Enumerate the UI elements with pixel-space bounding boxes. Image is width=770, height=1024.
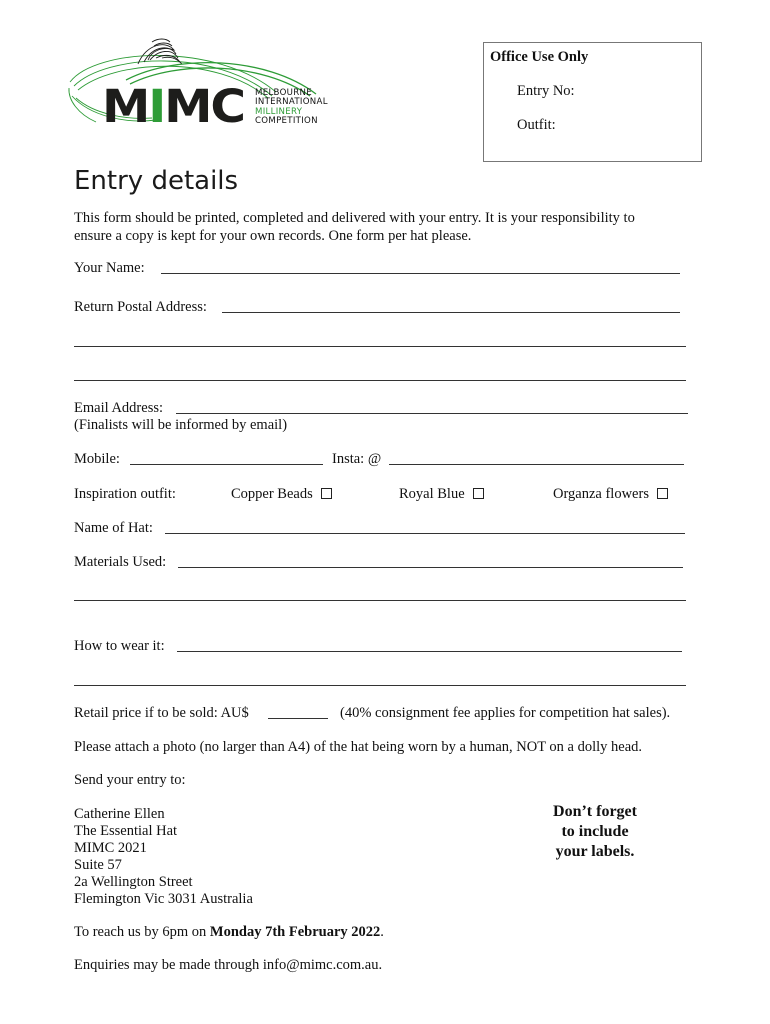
office-use-title: Office Use Only: [490, 49, 589, 65]
logo-line-competition: COMPETITION: [255, 115, 318, 126]
option-copper-beads-label: Copper Beads: [231, 486, 313, 502]
mobile-label: Mobile:: [74, 451, 120, 467]
royal-blue-checkbox[interactable]: [473, 488, 484, 499]
insta-input-line[interactable]: [389, 464, 684, 465]
insta-label: Insta: @: [332, 451, 382, 467]
materials-label: Materials Used:: [74, 554, 167, 570]
labels-reminder: [540, 802, 650, 862]
address-label: Return Postal Address:: [74, 299, 207, 315]
option-organza-flowers-label: Organza flowers: [553, 486, 649, 502]
price-note: (40% consignment fee applies for competition hat sales).: [340, 705, 671, 721]
logo-line-millinery: MILLINERY: [255, 106, 303, 117]
email-label: Email Address:: [74, 400, 164, 416]
logo-line-melbourne: MELBOURNE: [255, 88, 312, 98]
address-line: Suite 57: [74, 857, 122, 873]
reminder-line: Don’t forget: [553, 803, 637, 820]
copper-beads-checkbox[interactable]: [321, 488, 332, 499]
option-copper-beads[interactable]: [231, 486, 332, 503]
deadline-suffix: .: [380, 924, 384, 940]
price-input-line[interactable]: [268, 718, 328, 719]
hat-name-input-line[interactable]: [165, 533, 685, 534]
address-line: Flemington Vic 3031 Australia: [74, 891, 253, 907]
option-organza-flowers[interactable]: [553, 486, 668, 503]
mailing-address: [74, 806, 253, 908]
option-royal-blue[interactable]: [399, 486, 484, 503]
wear-input-line-2[interactable]: [74, 685, 686, 686]
page-title: Entry details: [74, 166, 239, 196]
address-line: The Essential Hat: [74, 823, 178, 839]
mimc-logo: [66, 36, 336, 132]
send-to-heading: Send your entry to:: [74, 772, 186, 788]
inspiration-label: Inspiration outfit:: [74, 486, 176, 502]
office-outfit-label: Outfit:: [517, 117, 556, 133]
mobile-input-line[interactable]: [130, 464, 323, 465]
intro-line-1: This form should be printed, completed and delivered with your entry. It is your responsibility to: [74, 210, 635, 226]
address-input-line-2[interactable]: [74, 346, 686, 347]
option-royal-blue-label: Royal Blue: [399, 486, 465, 502]
reminder-line: your labels.: [555, 843, 635, 860]
enquiries-text: Enquiries may be made through info@mimc.com.au.: [74, 957, 383, 973]
office-entry-no-label: Entry No:: [517, 83, 575, 99]
organza-flowers-checkbox[interactable]: [657, 488, 668, 499]
price-label: Retail price if to be sold: AU$: [74, 705, 249, 721]
wear-input-line-1[interactable]: [177, 651, 682, 652]
photo-note: Please attach a photo (no larger than A4) of the hat being worn by a human, NOT on a dolly head.: [74, 739, 643, 755]
deadline-text: [74, 924, 384, 941]
address-input-line-3[interactable]: [74, 380, 686, 381]
hat-name-label: Name of Hat:: [74, 520, 153, 536]
logo-mimc-text: [102, 80, 244, 133]
address-line: 2a Wellington Street: [74, 874, 193, 890]
deadline-date: Monday 7th February 2022: [209, 924, 381, 940]
address-input-line-1[interactable]: [222, 312, 680, 313]
reminder-line: to include: [561, 823, 629, 840]
logo-mimc-m2: M: [164, 80, 211, 133]
name-label: Your Name:: [74, 260, 145, 276]
logo-subtitle: [255, 89, 328, 126]
intro-line-2: ensure a copy is kept for your own records. One form per hat please.: [74, 228, 472, 244]
wear-label: How to wear it:: [74, 638, 165, 654]
materials-input-line-1[interactable]: [178, 567, 683, 568]
logo-line-international: INTERNATIONAL: [255, 97, 328, 108]
materials-input-line-2[interactable]: [74, 600, 686, 601]
address-line: MIMC 2021: [74, 840, 147, 856]
logo-mimc-m1: M: [102, 80, 149, 133]
address-line: Catherine Ellen: [74, 806, 165, 822]
email-note: (Finalists will be informed by email): [74, 417, 288, 433]
name-input-line[interactable]: [161, 273, 680, 274]
office-use-box: [483, 42, 702, 162]
email-input-line[interactable]: [176, 413, 688, 414]
deadline-prefix: To reach us by 6pm on: [74, 924, 210, 940]
logo-mimc-c: C: [210, 80, 244, 133]
logo-mimc-i: I: [148, 80, 165, 133]
